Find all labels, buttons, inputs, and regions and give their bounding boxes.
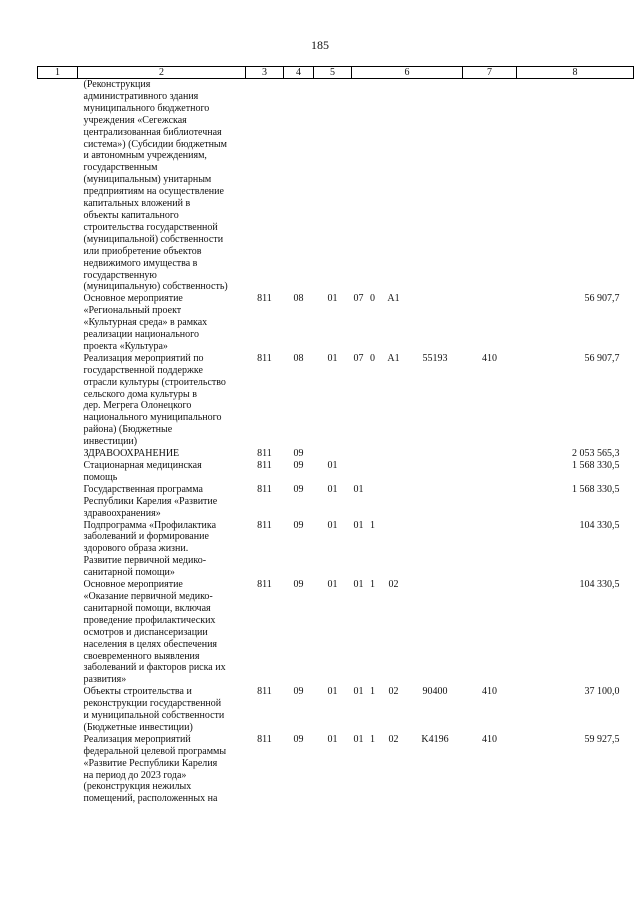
expense-type-cell	[463, 293, 517, 353]
item-name-line: санитарной помощи, включая	[83, 602, 211, 614]
table-row	[38, 520, 634, 580]
item-name-line: объекты капитального	[83, 209, 179, 221]
subsection-code-cell: 01	[327, 293, 338, 305]
item-name-line: государственной поддержке	[83, 364, 203, 376]
section-code-cell: 08	[293, 352, 304, 364]
ministry-code-cell: 811	[257, 460, 272, 471]
row-number-cell	[38, 579, 78, 686]
program-code-cell: 01	[353, 579, 364, 591]
direction-code-cell	[408, 579, 463, 686]
item-name-line: и автономным учреждениям,	[83, 150, 207, 162]
activity-code-cell: 02	[388, 733, 399, 745]
expense-type-cell	[463, 579, 517, 686]
ministry-code-cell: 811	[257, 686, 272, 698]
item-name-cell	[78, 79, 246, 294]
item-name-line: района) (Бюджетные	[83, 424, 173, 436]
subprogram-code-cell	[366, 79, 380, 294]
item-name-line: ЗДРАВООХРАНЕНИЕ	[83, 448, 180, 460]
column-number-row	[38, 67, 634, 79]
row-number-cell	[38, 734, 78, 805]
table-row	[38, 448, 634, 460]
subprogram-code-cell: 0	[370, 293, 375, 305]
row-number-cell	[38, 686, 78, 734]
column-header: 6	[352, 67, 463, 79]
row-number-cell	[38, 293, 78, 353]
item-name-line: недвижимого имущества в	[83, 257, 198, 269]
item-name-line: инвестиции)	[83, 436, 138, 448]
item-name-cell	[78, 686, 246, 734]
activity-code-cell	[380, 460, 408, 484]
amount-cell: 104 330,5	[579, 519, 620, 531]
item-name-line: на период до 2023 года»	[83, 769, 187, 781]
program-code-cell	[352, 79, 366, 294]
subprogram-code-cell	[366, 448, 380, 460]
ministry-code-cell: 811	[257, 293, 272, 305]
table-row	[38, 79, 634, 294]
direction-code-cell	[408, 520, 463, 580]
row-number-cell	[38, 353, 78, 448]
item-name-line: заболеваний и формирование	[83, 531, 209, 543]
row-number-cell	[38, 460, 78, 484]
item-name-line: Основное мероприятие	[83, 579, 183, 591]
item-name-line: Реализация мероприятий	[83, 733, 191, 745]
program-code-cell: 01	[353, 686, 364, 698]
item-name-line: осмотров и диспансеризации	[83, 626, 208, 638]
subsection-code-cell	[314, 79, 352, 294]
subprogram-code-cell: 1	[370, 733, 375, 745]
item-name-line: дер. Мегрега Олонецкого	[83, 400, 192, 412]
direction-code-cell: 55193	[422, 352, 448, 364]
section-code-cell: 09	[293, 460, 304, 471]
item-name-line: здорового образа жизни.	[83, 543, 189, 555]
program-code-cell: 07	[353, 293, 364, 305]
subsection-code-cell: 01	[327, 352, 338, 364]
direction-code-cell	[408, 79, 463, 294]
direction-code-cell: 90400	[422, 686, 448, 698]
section-code-cell: 09	[293, 686, 304, 698]
item-name-line: национального муниципального	[83, 412, 222, 424]
item-name-line: система») (Субсидии бюджетным	[83, 138, 227, 150]
table-row	[38, 734, 634, 805]
activity-code-cell	[380, 448, 408, 460]
item-name-cell	[78, 448, 246, 460]
item-name-cell	[78, 293, 246, 353]
item-name-cell	[78, 734, 246, 805]
item-name-line: централизованная библиотечная	[83, 126, 222, 138]
table-row	[38, 579, 634, 686]
expense-type-cell	[463, 79, 517, 294]
item-name-line: помощь	[83, 471, 118, 483]
item-name-line: или приобретение объектов	[83, 245, 202, 257]
item-name-line: федеральной целевой программы	[83, 745, 227, 757]
item-name-cell	[78, 353, 246, 448]
amount-cell: 59 927,5	[584, 733, 620, 745]
item-name-cell	[78, 579, 246, 686]
item-name-line: проведение профилактических	[83, 614, 216, 626]
ministry-code-cell: 811	[257, 483, 272, 495]
column-header: 5	[314, 67, 352, 79]
subsection-code-cell: 01	[327, 483, 338, 495]
row-number-cell	[38, 79, 78, 294]
direction-code-cell	[408, 293, 463, 353]
item-name-line: (муниципальной) собственности	[83, 233, 224, 245]
expense-type-cell: 410	[482, 733, 497, 745]
subprogram-code-cell: 0	[370, 352, 375, 364]
page-number: 185	[311, 38, 329, 52]
subprogram-code-cell: 1	[370, 579, 375, 591]
item-name-line: административного здания	[83, 90, 199, 102]
item-name-line: Государственная программа	[83, 483, 203, 495]
ministry-code-cell	[246, 79, 284, 294]
subsection-code-cell: 01	[327, 519, 338, 531]
expense-type-cell	[463, 484, 517, 520]
item-name-line: населения в целях обеспечения	[83, 638, 218, 650]
column-header: 1	[38, 67, 78, 79]
item-name-line: государственную	[83, 269, 157, 281]
item-name-line: Стационарная медицинская	[83, 460, 202, 471]
direction-code-cell	[408, 448, 463, 460]
program-code-cell: 01	[353, 483, 364, 495]
column-header: 4	[284, 67, 314, 79]
item-name-line: капитальных вложений в	[83, 198, 191, 210]
item-name-line: Республики Карелия «Развитие	[83, 495, 218, 507]
item-name-line: и муниципальной собственности	[83, 710, 225, 722]
amount-cell: 2 053 565,3	[572, 448, 620, 460]
item-name-line: «Развитие Республики Карелия	[83, 757, 218, 769]
program-code-cell: 07	[353, 352, 364, 364]
amount-cell: 1 568 330,5	[572, 483, 620, 495]
table-row	[38, 460, 634, 484]
expense-type-cell	[463, 520, 517, 580]
subsection-code-cell: 01	[327, 686, 338, 698]
table-row	[38, 686, 634, 734]
program-code-cell: 01	[353, 519, 364, 531]
item-name-line: строительства государственной	[83, 221, 218, 233]
item-name-line: (муниципальную) собственность)	[83, 281, 228, 293]
item-name-line: санитарной помощи»	[83, 567, 175, 579]
budget-table	[37, 66, 634, 805]
table-row	[38, 353, 634, 448]
subsection-code-cell: 01	[327, 579, 338, 591]
item-name-line: Развитие первичной медико-	[83, 555, 207, 567]
table-row	[38, 293, 634, 353]
item-name-line: своевременного выявления	[83, 650, 200, 662]
item-name-line: государственным	[83, 162, 158, 174]
item-name-line: учреждения «Сегежская	[83, 114, 187, 126]
item-name-line: Основное мероприятие	[83, 293, 183, 305]
program-code-cell	[352, 448, 366, 460]
table-row	[38, 484, 634, 520]
section-code-cell: 09	[293, 519, 304, 531]
item-name-line: Реализация мероприятий по	[83, 352, 204, 364]
expense-type-cell	[463, 460, 517, 484]
item-name-line: реконструкции государственной	[83, 698, 222, 710]
ministry-code-cell: 811	[257, 733, 272, 745]
item-name-line: здравоохранения»	[83, 507, 161, 519]
subsection-code-cell	[314, 448, 352, 460]
subprogram-code-cell	[366, 460, 380, 484]
section-code-cell: 09	[293, 483, 304, 495]
section-code-cell: 09	[293, 448, 304, 460]
subsection-code-cell: 01	[327, 460, 338, 471]
expense-type-cell: 410	[482, 686, 497, 698]
column-header: 3	[246, 67, 284, 79]
item-name-line: «Культурная среда» в рамках	[83, 317, 208, 329]
amount-cell: 56 907,7	[584, 293, 620, 305]
item-name-line: «Региональный проект	[83, 305, 182, 317]
ministry-code-cell: 811	[257, 352, 272, 364]
column-header: 2	[78, 67, 246, 79]
item-name-line: «Оказание первичной медико-	[83, 590, 213, 602]
item-name-cell	[78, 484, 246, 520]
subprogram-code-cell	[366, 484, 380, 520]
row-number-cell	[38, 448, 78, 460]
item-name-line: помещений, расположенных на	[83, 793, 218, 805]
section-code-cell: 09	[293, 579, 304, 591]
ministry-code-cell: 811	[257, 519, 272, 531]
item-name-line: отрасли культуры (строительство	[83, 376, 226, 388]
section-code-cell: 09	[293, 733, 304, 745]
row-number-cell	[38, 484, 78, 520]
column-header: 8	[517, 67, 634, 79]
section-code-cell: 08	[293, 293, 304, 305]
direction-code-cell	[408, 484, 463, 520]
activity-code-cell	[380, 520, 408, 580]
item-name-line: муниципального бюджетного	[83, 102, 210, 114]
amount-cell: 37 100,0	[584, 686, 620, 698]
item-name-cell	[78, 520, 246, 580]
activity-code-cell	[380, 484, 408, 520]
item-name-line: (Реконструкция	[83, 79, 151, 90]
activity-code-cell: A1	[387, 352, 400, 364]
amount-cell: 56 907,7	[584, 352, 620, 364]
item-name-line: проекта «Культура»	[83, 340, 168, 352]
amount-cell	[517, 79, 634, 294]
activity-code-cell: 02	[388, 579, 399, 591]
column-header: 7	[463, 67, 517, 79]
ministry-code-cell: 811	[257, 579, 272, 591]
activity-code-cell	[380, 79, 408, 294]
item-name-line: Объекты строительства и	[83, 686, 192, 698]
subsection-code-cell: 01	[327, 733, 338, 745]
item-name-line: реализации национального	[83, 329, 199, 341]
item-name-line: сельского дома культуры в	[83, 388, 197, 400]
subprogram-code-cell: 1	[370, 686, 375, 698]
amount-cell: 1 568 330,5	[572, 460, 620, 471]
item-name-line: (реконструкция нежилых	[83, 781, 192, 793]
activity-code-cell: 02	[388, 686, 399, 698]
item-name-line: (Бюджетные инвестиции)	[83, 721, 193, 733]
item-name-line: (муниципальным) унитарным	[83, 174, 212, 186]
direction-code-cell: K4196	[421, 733, 449, 745]
subprogram-code-cell: 1	[370, 519, 375, 531]
item-name-line: предприятиям на осуществление	[83, 186, 224, 198]
expense-type-cell: 410	[482, 352, 497, 364]
program-code-cell: 01	[353, 733, 364, 745]
ministry-code-cell: 811	[257, 448, 272, 460]
item-name-line: Подпрограмма «Профилактика	[83, 519, 217, 531]
activity-code-cell: A1	[387, 293, 400, 305]
row-number-cell	[38, 520, 78, 580]
program-code-cell	[352, 460, 366, 484]
amount-cell: 104 330,5	[579, 579, 620, 591]
section-code-cell	[284, 79, 314, 294]
item-name-line: заболеваний и факторов риска их	[83, 662, 226, 674]
direction-code-cell	[408, 460, 463, 484]
item-name-line: развития»	[83, 674, 127, 686]
item-name-cell	[78, 460, 246, 484]
expense-type-cell	[463, 448, 517, 460]
